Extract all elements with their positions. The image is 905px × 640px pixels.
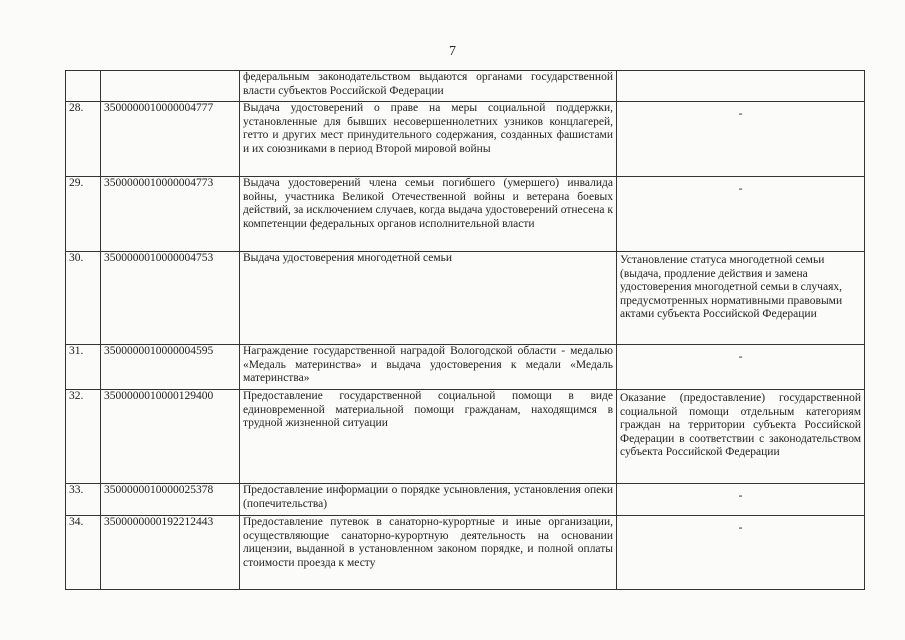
federal-service bbox=[617, 102, 865, 177]
service-code: 3500000010000025378 bbox=[101, 484, 240, 516]
table-row bbox=[66, 516, 865, 590]
row-number: 34. bbox=[66, 516, 101, 590]
federal-service-text: - bbox=[738, 108, 743, 120]
federal-service-text: - bbox=[738, 522, 743, 534]
federal-service bbox=[617, 484, 865, 516]
service-name: Выдача удостоверений о праве на меры социальной поддержки, установленные для бывших несовершеннолетних узников концлагерей, гетто и других мест принудительного содержания, созданных фашистами и их союзниками в период Второй мировой войны bbox=[240, 102, 617, 177]
federal-service bbox=[617, 390, 865, 484]
table-row bbox=[66, 102, 865, 177]
table-row bbox=[66, 177, 865, 252]
table-row bbox=[66, 484, 865, 516]
federal-service-text: Установление статуса многодетной семьи (выдача, продление действия и замена удостоверения многодетной семьи в случаях, предусмотренных нормативными правовыми актами субъекта Российской Федерации bbox=[620, 254, 843, 321]
service-code: 3500000010000004753 bbox=[101, 252, 240, 345]
row-number: 33. bbox=[66, 484, 101, 516]
service-name: Предоставление информации о порядке усыновления, установления опеки (попечительства) bbox=[240, 484, 617, 516]
federal-service-text: - bbox=[738, 351, 743, 363]
federal-service bbox=[617, 177, 865, 252]
federal-service bbox=[617, 516, 865, 590]
service-code bbox=[101, 71, 240, 102]
service-code: 3500000010000004595 bbox=[101, 345, 240, 390]
federal-service-text: - bbox=[738, 183, 743, 195]
row-number bbox=[66, 71, 101, 102]
federal-service bbox=[617, 71, 865, 102]
service-code: 3500000010000129400 bbox=[101, 390, 240, 484]
federal-service bbox=[617, 345, 865, 390]
service-code: 3500000000192212443 bbox=[101, 516, 240, 590]
service-name: Выдача удостоверений члена семьи погибшего (умершего) инвалида войны, участника Великой Отечественной войны и ветерана боевых действий, за исключением случаев, когда выдача удостоверений отнесена к компетенции федеральных органов исполнительной власти bbox=[240, 177, 617, 252]
service-name: Предоставление путевок в санаторно-курортные и иные организации, осуществляющие санаторно-курортную деятельность на основании лицензии, выданной в установленном законом порядке, и полной оплаты стоимости проезда к месту bbox=[240, 516, 617, 590]
service-name: Предоставление государственной социальной помощи в виде единовременной материальной помощи гражданам, находящимся в трудной жизненной ситуации bbox=[240, 390, 617, 484]
page-number: 7 bbox=[449, 44, 456, 59]
federal-service bbox=[617, 252, 865, 345]
federal-service-text: - bbox=[738, 490, 743, 502]
service-name: Награждение государственной наградой Вологодской области - медалью «Медаль материнства» и выдача удостоверения к медали «Медаль материнства» bbox=[240, 345, 617, 390]
service-name: федеральным законодательством выдаются органами государственной власти субъектов Российской Федерации bbox=[240, 71, 617, 102]
table-row bbox=[66, 390, 865, 484]
row-number: 30. bbox=[66, 252, 101, 345]
services-table bbox=[65, 70, 865, 590]
row-number: 29. bbox=[66, 177, 101, 252]
table-row bbox=[66, 71, 865, 102]
row-number: 31. bbox=[66, 345, 101, 390]
row-number: 28. bbox=[66, 102, 101, 177]
service-code: 3500000010000004773 bbox=[101, 177, 240, 252]
federal-service-text: Оказание (предоставление) государственной социальной помощи отдельным категориям граждан на территории субъекта Российской Федерации в соответствии с законодательством субъекта Российской Федерации bbox=[620, 392, 861, 459]
row-number: 32. bbox=[66, 390, 101, 484]
table-row bbox=[66, 252, 865, 345]
table-row bbox=[66, 345, 865, 390]
service-code: 3500000010000004777 bbox=[101, 102, 240, 177]
service-name: Выдача удостоверения многодетной семьи bbox=[240, 252, 617, 345]
